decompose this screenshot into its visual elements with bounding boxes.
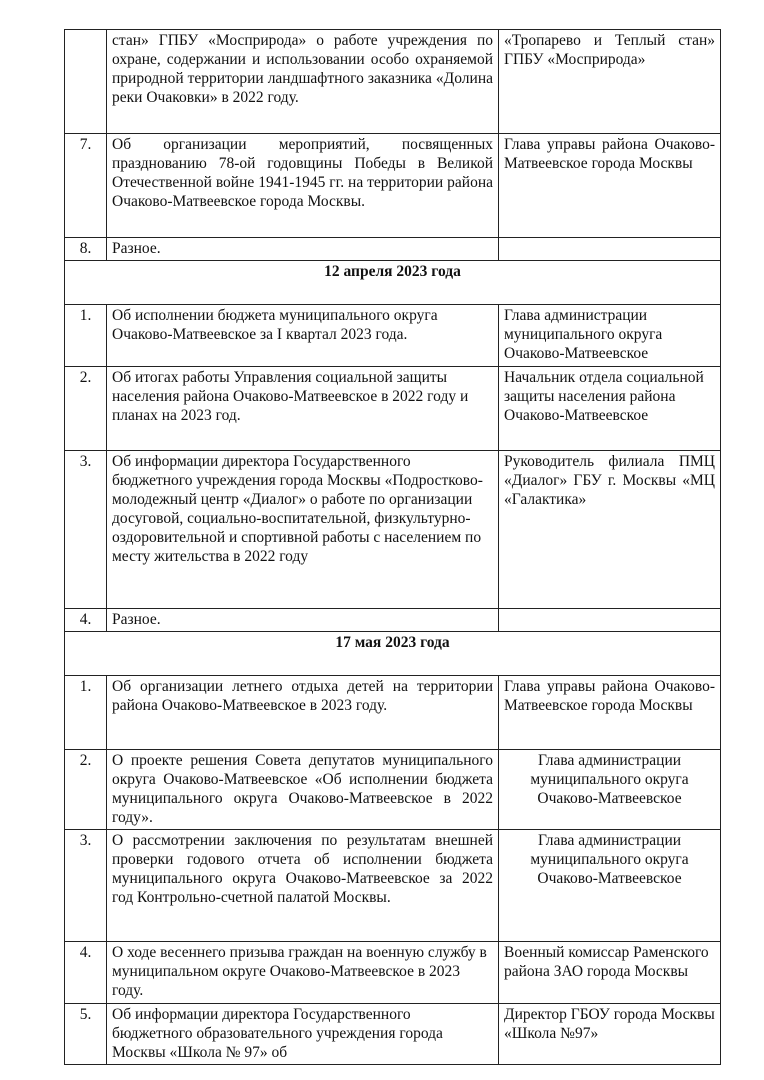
meeting-date: 12 апреля 2023 года (65, 261, 721, 305)
item-subject: Об организации мероприятий, посвященных празднованию 78-ой годовщины Победы в Великой Отечественной войне 1941-1945 гг. на территории района Очаково-Матвеевское города Москвы. (107, 134, 499, 238)
item-subject: Об организации летнего отдыха детей на территории района Очаково-Матвеевское в 2023 году. (107, 676, 499, 750)
item-number: 2. (65, 750, 107, 830)
table-row (65, 750, 721, 830)
item-responsible: Глава администрации муниципального округа Очаково-Матвеевское (499, 750, 721, 830)
item-responsible: Глава управы района Очаково-Матвеевское города Москвы (499, 134, 721, 238)
item-subject: О рассмотрении заключения по результатам внешней проверки годового отчета об исполнении бюджета муниципального округа Очаково-Матвеевское за 2022 год Контрольно-счетной палатой Москвы. (107, 830, 499, 942)
item-responsible: Директор ГБОУ города Москвы «Школа №97» (499, 1004, 721, 1065)
item-subject: Об информации директора Государственного бюджетного учреждения города Москвы «Подростково-молодежный центр «Диалог» о работе по организации досуговой, социально-воспитательной, физкультурно-оздоровительной и спортивной работы с населением по месту жительства в 2022 году (107, 451, 499, 609)
date-header-row (65, 632, 721, 676)
table-row (65, 134, 721, 238)
item-subject: Об информации директора Государственного бюджетного образовательного учреждения города Москвы «Школа № 97» об (107, 1004, 499, 1065)
agenda-table (64, 29, 721, 1065)
table-row (65, 609, 721, 632)
item-responsible (499, 238, 721, 261)
item-number: 5. (65, 1004, 107, 1065)
item-responsible: Начальник отдела социальной защиты населения района Очаково-Матвеевское (499, 367, 721, 451)
table-row (65, 451, 721, 609)
table-row (65, 676, 721, 750)
item-subject: О проекте решения Совета депутатов муниципального округа Очаково-Матвеевское «Об исполнении бюджета муниципального округа Очаково-Матвеевское в 2022 году». (107, 750, 499, 830)
table-row (65, 1004, 721, 1065)
item-number: 4. (65, 609, 107, 632)
item-number (65, 30, 107, 134)
item-responsible: Глава управы района Очаково-Матвеевское города Москвы (499, 676, 721, 750)
table-row (65, 305, 721, 367)
item-subject: Об исполнении бюджета муниципального округа Очаково-Матвеевское за I квартал 2023 года. (107, 305, 499, 367)
item-number: 8. (65, 238, 107, 261)
item-number: 2. (65, 367, 107, 451)
item-subject: О ходе весеннего призыва граждан на военную службу в муниципальном округе Очаково-Матвеевское в 2023 году. (107, 942, 499, 1004)
date-header-row (65, 261, 721, 305)
item-responsible: Руководитель филиала ПМЦ «Диалог» ГБУ г. Москвы «МЦ «Галактика» (499, 451, 721, 609)
table-row (65, 367, 721, 451)
item-subject: стан» ГПБУ «Мосприрода» о работе учреждения по охране, содержании и использовании особо охраняемой природной территории ландшафтного заказника «Долина реки Очаковки» в 2022 году. (107, 30, 499, 134)
item-number: 1. (65, 305, 107, 367)
item-subject: Разное. (107, 238, 499, 261)
item-subject: Разное. (107, 609, 499, 632)
table-row (65, 830, 721, 942)
item-number: 7. (65, 134, 107, 238)
table-row (65, 238, 721, 261)
item-number: 3. (65, 451, 107, 609)
item-responsible (499, 609, 721, 632)
item-number: 1. (65, 676, 107, 750)
agenda-table-body (65, 30, 721, 1065)
item-responsible: «Тропарево и Теплый стан» ГПБУ «Мосприрода» (499, 30, 721, 134)
item-responsible: Военный комиссар Раменского района ЗАО города Москвы (499, 942, 721, 1004)
table-row (65, 942, 721, 1004)
item-number: 3. (65, 830, 107, 942)
table-row (65, 30, 721, 134)
item-number: 4. (65, 942, 107, 1004)
item-responsible: Глава администрации муниципального округа Очаково-Матвеевское (499, 305, 721, 367)
item-subject: Об итогах работы Управления социальной защиты населения района Очаково-Матвеевское в 2022 году и планах на 2023 год. (107, 367, 499, 451)
item-responsible: Глава администрации муниципального округа Очаково-Матвеевское (499, 830, 721, 942)
meeting-date: 17 мая 2023 года (65, 632, 721, 676)
